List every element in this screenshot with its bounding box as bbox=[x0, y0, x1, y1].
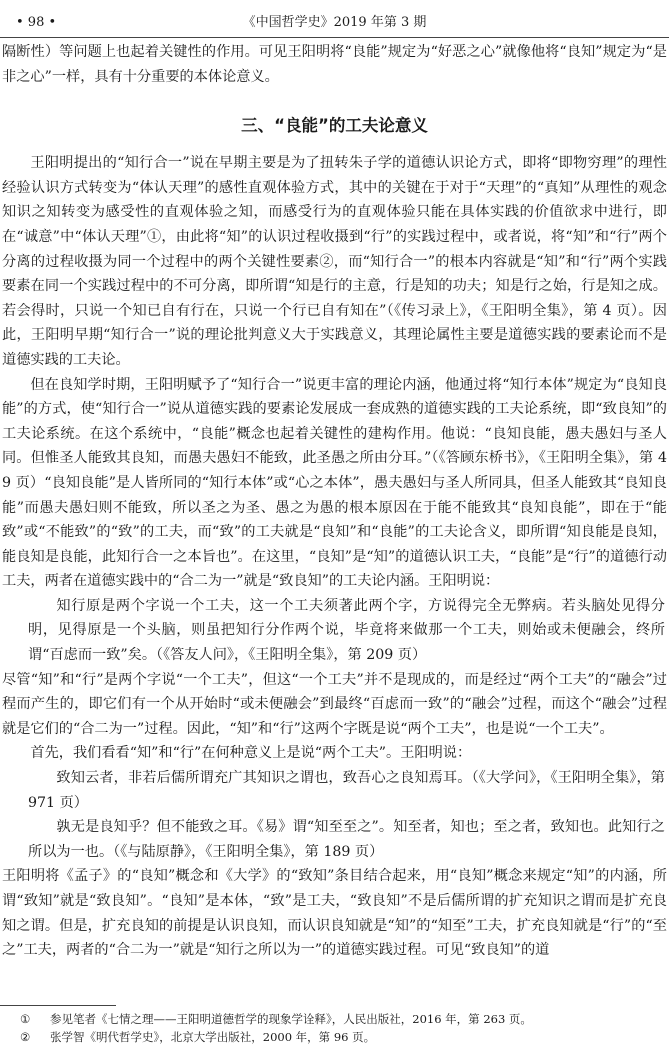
footnote-mark: ② bbox=[20, 1030, 31, 1044]
footnote bbox=[20, 1010, 660, 1028]
paragraph: 首先，我们看看“知”和“行”在何种意义上是说“两个工夫”。王阳明说： bbox=[30, 745, 472, 762]
block-quote: 致知云者，非若后儒所谓充广其知识之谓也，致吾心之良知焉耳。（《大学问》，《王阳明全集》，第 971 页） bbox=[28, 770, 665, 811]
article-body bbox=[0, 40, 669, 963]
paragraph: 王阳明将《孟子》的“良知”概念和《大学》的“致知”条目结合起来，用“良知”概念来规定“知”的内涵，所谓“致知”就是“致良知”。“良知”是本体，“致”是工夫，“致良知”不是后儒所谓的扩充知识之谓而是扩充良知之谓。但是，扩充良知的前提是认识良知，而认识良知就是“知”的“知至”工夫，扩充良知就是“行”的“至之”工夫，两者的“合二为一”就是“知行之所以为一”的道德实践过程。可见“致良知”的道 bbox=[2, 868, 667, 959]
footnote-text: 参见笔者《七情之理——王阳明道德哲学的现象学诠释》，人民出版社，2016 年，第 263 页。 bbox=[50, 1012, 532, 1026]
footnote bbox=[20, 1028, 660, 1046]
paragraph: 王阳明提出的“知行合一”说在早期主要是为了扭转朱子学的道德认识论方式，即将“即物穷理”的理性经验认识方式转变为“体认天理”的感性直观体验方式，其中的关键在于对于“天理”的“真知”从理性的观念知识之知转变为感受性的直观体验之知，而感受行为的直观体验只能在具体实践的价值欲求中进行，即在“诚意”中“体认天理”①，由此将“知”的认识过程收摄到“行”的实践过程中，或者说，将“知”和“行”两个分离的过程收摄为同一个过程中的两个关键性要素②，而“知行合一”的根本内容就是“知”和“行”两个实践要素在同一个实践过程中的不可分离，即所谓“知是行的主意，行是知的功夫；知是行之始，行是知之成。若会得时，只说一个知已自有行在，只说一个行已自有知在”（《传习录上》，《王阳明全集》，第 4 页）。因此，王阳明早期“知行合一”说的理论批判意义大于实践意义，其理论属性主要是道德实践的要素论而不是道德实践的工夫论。 bbox=[2, 155, 667, 368]
paragraph: 但在良知学时期，王阳明赋予了“知行合一”说更丰富的理论内涵，他通过将“知行本体”规定为“良知良能”的方式，使“知行合一”说从道德实践的要素论发展成一套成熟的道德实践的工夫论系统，即“致良知”的工夫论系统。在这个系统中，“良能”概念也起着关键性的建构作用。他说：“良知良能，愚夫愚妇与圣人同。但惟圣人能致其良知，而愚夫愚妇不能致，此圣愚之所由分耳。”（《答顾东桥书》，《王阳明全集》，第 49 页）“良知良能”是人皆所同的“知行本体”或“心之本体”，愚夫愚妇与圣人所同具，但圣人能致其“良知良能”而愚夫愚妇则不能致，所以圣之为圣、愚之为愚的根本原因在于能不能致其“良知良能”，即在于“能致”或“不能致”的“致”的工夫，而“致”的工夫就是“良知”和“良能”的工夫论含义，即所谓“知良能是良知，能良知是良能，此知行合一之本旨也”。在这里，“良知”是“知”的道德认识工夫，“良能”是“行”的道德行动工夫，两者在道德实践中的“合二为一”就是“致良知”的工夫论内涵。王阳明说： bbox=[2, 376, 667, 590]
section-heading: 三、“良能”的工夫论意义 bbox=[241, 116, 428, 136]
footnotes bbox=[20, 1010, 660, 1046]
running-header bbox=[0, 12, 669, 34]
journal-title: 《中国哲学史》2019 年第 3 期 bbox=[242, 15, 427, 30]
block-quote: 知行原是两个字说一个工夫，这一个工夫须著此两个字，方说得完全无弊病。若头脑处见得分明，见得原是一个头脑，则虽把知行分作两个说，毕竟将来做那一个工夫，则始或未便融会，终所谓“百虑而一致”矣。（《答友人问》，《王阳明全集》，第 209 页） bbox=[28, 597, 665, 664]
footnote-text: 张学智《明代哲学史》，北京大学出版社，2000 年，第 96 页。 bbox=[50, 1030, 376, 1044]
block-quote: 孰无是良知乎？但不能致之耳。《易》谓“知至至之”。知至者，知也；至之者，致知也。此知行之所以为一也。（《与陆原静》，《王阳明全集》，第 189 页） bbox=[28, 819, 665, 860]
paragraph: 尽管“知”和“行”是两个字说“一个工夫”，但这“一个工夫”并不是现成的，而是经过“两个工夫”的“融会”过程而产生的，即它们有一个从开始时“或未便融会”到最终“百虑而一致”的“融会”过程，而这个“融会”过程就是它们的“合二为一”过程。因此，“知”和“行”这两个字既是说“两个工夫”，也是说“一个工夫”。 bbox=[2, 671, 667, 737]
paragraph-continued: 隔断性）等问题上也起着关键性的作用。可见王阳明将“良能”规定为“好恶之心”就像他将“良知”规定为“是非之心”一样，具有十分重要的本体论意义。 bbox=[2, 44, 667, 85]
footnote-mark: ① bbox=[20, 1012, 31, 1026]
page-number: • 98 • bbox=[16, 15, 57, 30]
header-rule bbox=[0, 37, 669, 38]
footnote-rule bbox=[0, 1005, 116, 1006]
